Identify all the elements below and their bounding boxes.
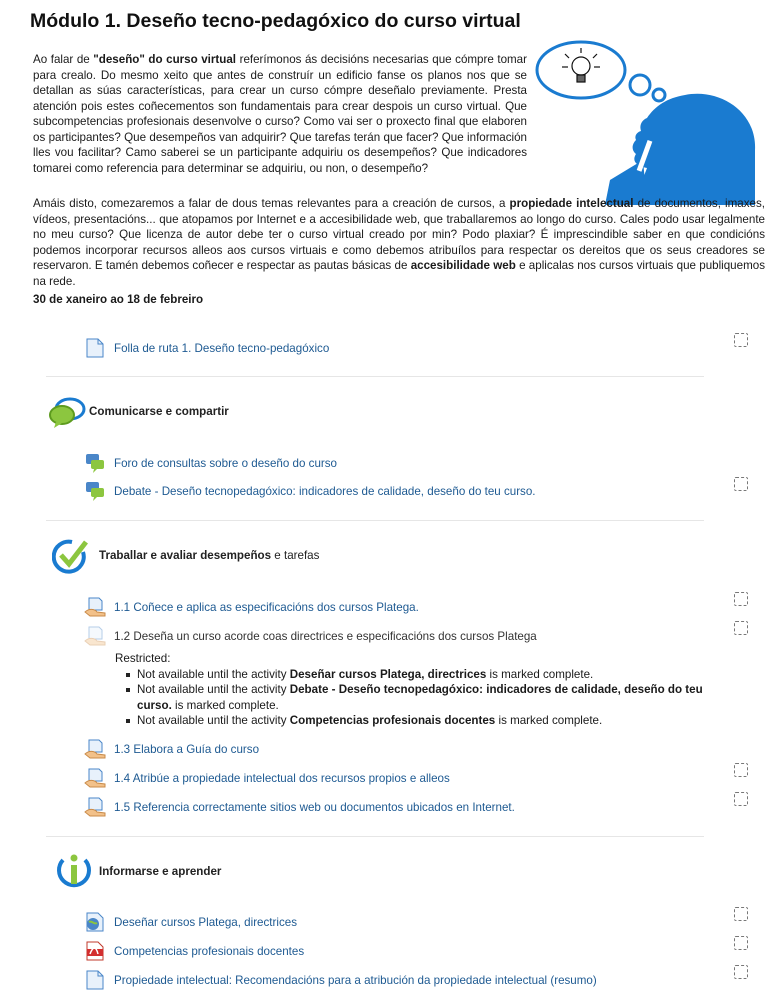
activity-label-restricted: 1.2 Deseña un curso acorde coas directrices e especificacións dos cursos Platega <box>114 629 537 643</box>
resource-link[interactable]: Competencias profesionais docentes <box>114 944 305 958</box>
activity-1-1[interactable] <box>84 596 419 618</box>
completion-checkbox[interactable] <box>734 936 748 950</box>
forum-icon <box>84 480 106 502</box>
intro-paragraph-2: Amáis disto, comezaremos a falar de dous temas relevantes para a creación de cursos, a propiedade intelectual de documentos, imaxes, vídeos, presentacións... que atopamos por Internet e a accesibilidade web, que traballaremos ao longo do curso. Cales podo usar legalmente no meu curso? Que licenza de autor debe ter o curso virtual creado por min? Podo plaxiar? É imprescindible saber en que condicións podemos incorporar recursos alleos aos cursos virtuais e como debemos atribuílos para respectar os dereitos que os seus creadores se reservaron. E tamén debemos coñecer e respectar as pautas básicas de accesibilidade web e aplicalas nos cursos virtuais que publiquemos na rede. <box>33 197 765 288</box>
activity-link[interactable]: 1.4 Atribúe a propiedade intelectual dos recursos propios e alleos <box>114 771 450 785</box>
restriction-item: Not available until the activity Deseñar cursos Platega, directrices is marked complete. <box>137 667 735 683</box>
page-icon <box>84 969 106 991</box>
restriction-notice <box>115 651 735 729</box>
assignment-icon <box>84 767 106 789</box>
resource-competencias[interactable] <box>84 940 304 962</box>
resource-deseniar-cursos[interactable] <box>84 911 297 933</box>
assignment-icon <box>84 796 106 818</box>
resource-link[interactable]: Propiedade intelectual: Recomendacións para a atribución da propiedade intelectual (resumo) <box>114 973 597 987</box>
section-divider <box>46 376 704 377</box>
checkmark-circle-icon <box>52 538 90 576</box>
activity-link[interactable]: 1.1 Coñece e aplica as especificacións dos cursos Platega. <box>114 600 419 614</box>
activity-link[interactable]: 1.5 Referencia correctamente sitios web ou documentos ubicados en Internet. <box>114 800 515 814</box>
forum-icon <box>84 452 106 474</box>
web-page-icon <box>84 911 106 933</box>
assignment-icon <box>84 596 106 618</box>
section-title-traballar: Traballar e avaliar desempeños e tarefas <box>99 549 320 562</box>
assignment-icon <box>84 738 106 760</box>
date-range: 30 de xaneiro ao 18 de febreiro <box>33 293 204 306</box>
resource-link[interactable]: Deseñar cursos Platega, directrices <box>114 915 298 929</box>
activity-foro[interactable] <box>84 452 337 474</box>
section-divider <box>46 836 704 837</box>
section-title-comunicarse: Comunicarse e compartir <box>89 405 229 418</box>
completion-checkbox[interactable] <box>734 763 748 777</box>
completion-checkbox[interactable] <box>734 907 748 921</box>
activity-folla-de-ruta[interactable] <box>84 337 329 359</box>
assignment-icon <box>84 625 106 647</box>
restriction-item: Not available until the activity Debate - Deseño tecnopedagóxico: indicadores de calidade, deseño do teu curso. is marked complete. <box>137 682 735 713</box>
intro-paragraph-1: Ao falar de "deseño" do curso virtual referímonos ás decisións necesarias que cómpre tomar para crealo. Do mesmo xeito que antes de construír un edificio fanse os planos nos que se detallan as súas características, para crear un curso cómpre deseñalo previamente. Presta atención pois estes coñecementos son fundamentais para crear despois un curso virtual. Que subcompetencias profesionais desenvolve o curso? Como vai ser o proxecto final que elaboren os participantes? Que desempeños van adquirir? Que tarefas terán que facer? Que información lles vou facilitar? Camo saberei se un participante adquiriu os desempeños? Que indicadores tomarei como referencia para determinar se adquiriu, ou non, o desempeño? <box>33 53 527 175</box>
completion-checkbox[interactable] <box>734 477 748 491</box>
activity-1-4[interactable] <box>84 767 450 789</box>
thinking-head-illustration <box>535 40 765 205</box>
section-title-informarse: Informarse e aprender <box>99 865 222 878</box>
page-title: Módulo 1. Deseño tecno-pedagóxico do curso virtual <box>30 10 521 32</box>
activity-link[interactable]: Folla de ruta 1. Deseño tecno-pedagóxico <box>114 341 330 355</box>
completion-checkbox[interactable] <box>734 792 748 806</box>
activity-1-5[interactable] <box>84 796 515 818</box>
completion-checkbox[interactable] <box>734 965 748 979</box>
completion-checkbox[interactable] <box>734 621 748 635</box>
activity-link[interactable]: 1.3 Elabora a Guía do curso <box>114 742 260 756</box>
completion-checkbox[interactable] <box>734 333 748 347</box>
resource-propiedade[interactable] <box>84 969 597 991</box>
info-circle-icon <box>55 852 93 890</box>
page-icon <box>84 337 106 359</box>
restriction-item: Not available until the activity Competencias profesionais docentes is marked complete. <box>137 713 735 729</box>
activity-1-2 <box>84 625 537 647</box>
activity-link[interactable]: Foro de consultas sobre o deseño do curso <box>114 456 337 470</box>
activity-debate[interactable] <box>84 480 536 502</box>
activity-link[interactable]: Debate - Deseño tecnopedagóxico: indicadores de calidade, deseño do teu curso. <box>114 484 536 498</box>
section-divider <box>46 520 704 521</box>
activity-1-3[interactable] <box>84 738 259 760</box>
restricted-label: Restricted: <box>115 652 171 665</box>
completion-checkbox[interactable] <box>734 592 748 606</box>
chat-bubbles-icon <box>48 395 86 433</box>
pdf-icon <box>84 940 106 962</box>
